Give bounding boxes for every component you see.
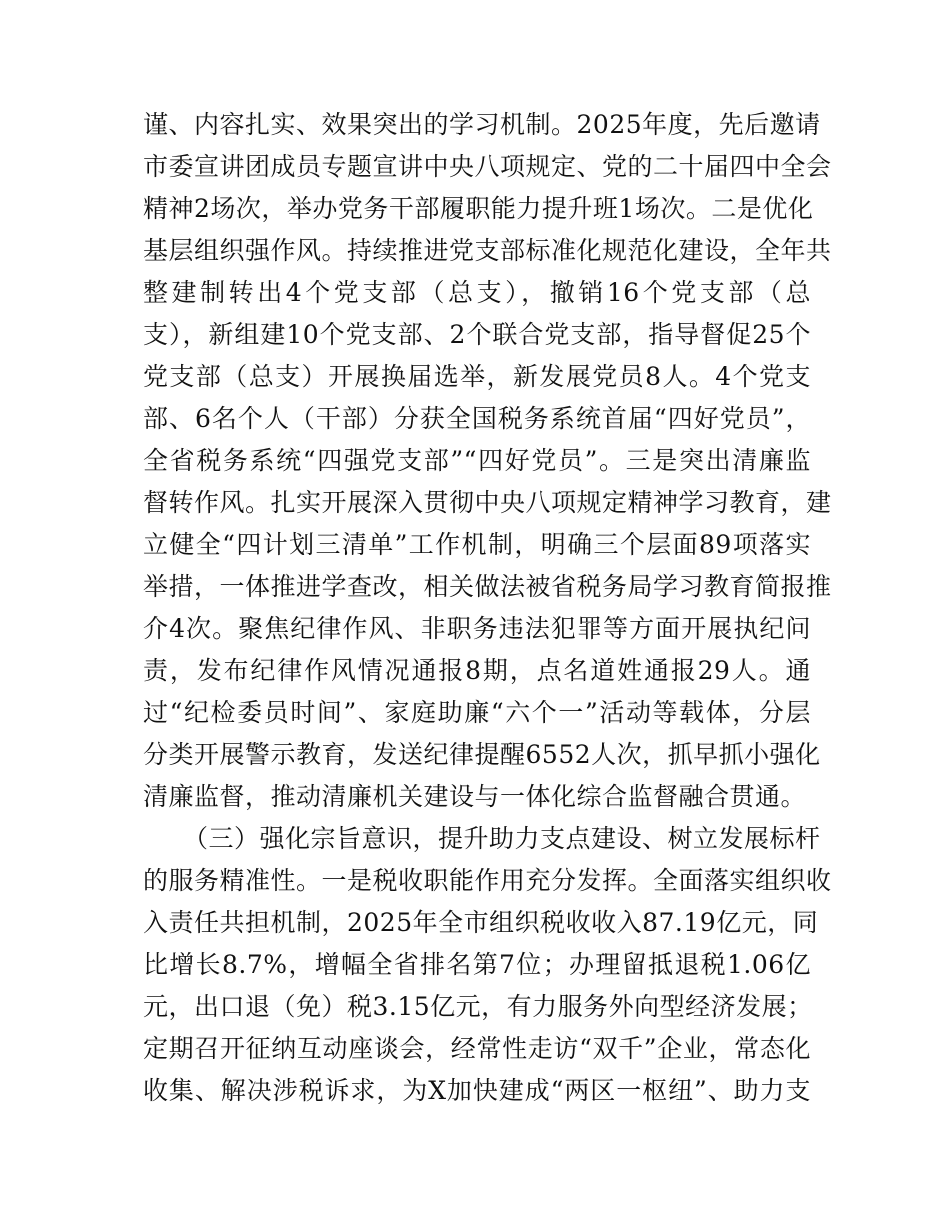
text-line: 基层组织强作风。持续推进党支部标准化规范化建设，全年共 [143,236,832,265]
text-line: 责，发布纪律作风情况通报8期，点名道姓通报29人。通 [143,656,811,685]
text-line: 过“纪检委员时间”、家庭助廉“六个一”活动等载体，分层 [143,698,811,727]
text-line: 举措，一体推进学查改，相关做法被省税务局学习教育简报推 [143,572,832,601]
text-line: 谨、内容扎实、效果突出的学习机制。2025年度，先后邀请 [143,110,821,139]
text-line: 督转作风。扎实开展深入贯彻中央八项规定精神学习教育，建 [143,488,832,517]
text-line: 整建制转出4个党支部（总支），撤销16个党支部（总 [143,278,811,307]
text-line: 的服务精准性。一是税收职能作用充分发挥。全面落实组织收 [143,866,832,895]
text-line: 部、6名个人（干部）分获全国税务系统首届“四好党员”， [143,404,811,433]
text-line: 精神2场次，举办党务干部履职能力提升班1场次。二是优化 [143,194,814,223]
section-heading-line: （三）强化宗旨意识，提升助力支点建设、树立发展标杆 [183,824,821,853]
paragraph-end-line: 清廉监督，推动清廉机关建设与一体化综合监督融合贯通。 [143,782,807,811]
text-line: 立健全“四计划三清单”工作机制，明确三个层面89项落实 [143,530,811,559]
text-line: 定期召开征纳互动座谈会，经常性走访“双千”企业，常态化 [143,1034,811,1063]
document-page [143,104,832,1112]
text-line: 比增长8.7%，增幅全省排名第7位；办理留抵退税1.06亿 [143,950,811,979]
text-line: 收集、解决涉税诉求，为X加快建成“两区一枢纽”、助力支 [143,1076,811,1105]
text-line: 全省税务系统“四强党支部”“四好党员”。三是突出清廉监 [143,446,811,475]
text-line: 介4次。聚焦纪律作风、非职务违法犯罪等方面开展执纪问 [143,614,811,643]
text-line: 党支部（总支）开展换届选举，新发展党员8人。4个党支 [143,362,811,391]
text-line: 入责任共担机制，2025年全市组织税收收入87.19亿元，同 [143,908,819,937]
text-line: 元，出口退（免）税3.15亿元，有力服务外向型经济发展； [143,992,813,1021]
text-line: 市委宣讲团成员专题宣讲中央八项规定、党的二十届四中全会 [143,152,832,181]
text-line: 分类开展警示教育，发送纪律提醒6552人次，抓早抓小强化 [143,740,821,769]
text-line: 支），新组建10个党支部、2个联合党支部，指导督促25个 [143,320,811,349]
